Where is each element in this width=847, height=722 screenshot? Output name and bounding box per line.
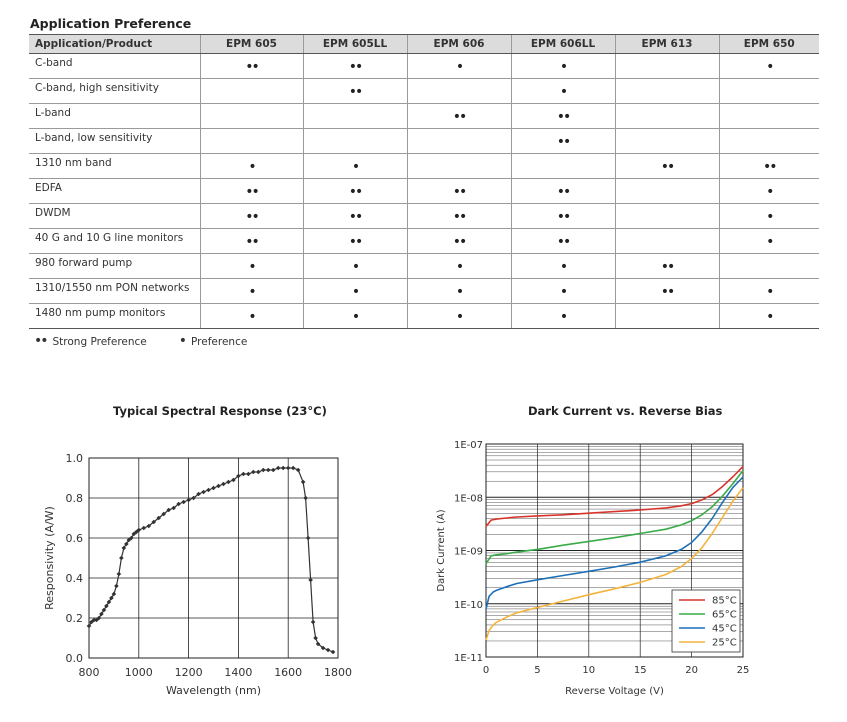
preference-dots: •• — [348, 84, 362, 100]
row-label: DWDM — [29, 204, 200, 229]
preference-dots: • — [248, 284, 255, 300]
preference-dots: •• — [348, 209, 362, 225]
preference-dots: • — [559, 84, 567, 100]
y-tick-label: 1.0 — [65, 452, 83, 465]
x-tick-label: 1200 — [174, 666, 203, 679]
preference-dots: • — [248, 309, 255, 325]
preference-dots: •• — [762, 159, 776, 175]
strong-preference-label: Strong Preference — [52, 336, 147, 348]
header-product: EPM 650 — [719, 35, 819, 54]
preference-dots: • — [766, 309, 773, 325]
preference-dots: • — [766, 59, 773, 75]
x-tick-label: 5 — [534, 665, 541, 676]
preference-dots: •• — [660, 284, 674, 300]
preference-dots: • — [455, 309, 463, 325]
preference-dots: • — [351, 159, 359, 175]
series-line — [486, 466, 743, 526]
y-tick-label: 1E-07 — [453, 440, 483, 451]
header-product: EPM 606 — [407, 35, 511, 54]
row-label: C-band, high sensitivity — [29, 79, 200, 104]
row-label: 1480 nm pump monitors — [29, 304, 200, 329]
header-product: EPM 605 — [200, 35, 303, 54]
preference-dots: •• — [245, 234, 258, 250]
x-tick-label: 1000 — [124, 666, 153, 679]
dark-current-chart-title: Dark Current vs. Reverse Bias — [528, 404, 723, 418]
preference-dots: •• — [556, 109, 570, 125]
y-tick-label: 0.2 — [65, 612, 83, 625]
header-product: EPM 613 — [615, 35, 719, 54]
y-axis-label: Responsivity (A/W) — [43, 506, 56, 610]
y-tick-label: 0.0 — [65, 652, 83, 665]
preference-dots: •• — [348, 184, 362, 200]
preference-symbol: • — [178, 333, 186, 349]
preference-dots: • — [248, 259, 255, 275]
y-tick-label: 1E-10 — [453, 599, 483, 611]
y-tick-label: 1E-09 — [453, 546, 483, 558]
legend-label: 25°C — [712, 637, 737, 649]
x-axis-label: Reverse Voltage (V) — [565, 686, 664, 697]
preference-dots: •• — [660, 159, 674, 175]
preference-dots: •• — [452, 209, 466, 225]
preference-dots: • — [766, 284, 773, 300]
row-label: L-band — [29, 104, 200, 129]
preference-dots: •• — [556, 134, 570, 150]
x-tick-label: 1600 — [274, 666, 303, 679]
preference-dots: • — [351, 259, 359, 275]
preference-dots: • — [455, 259, 463, 275]
preference-dots: • — [455, 59, 463, 75]
table-title: Application Preference — [30, 16, 192, 31]
x-tick-label: 1400 — [224, 666, 253, 679]
preference-dots: •• — [245, 184, 258, 200]
preference-dots: •• — [452, 234, 466, 250]
preference-dots: •• — [556, 234, 570, 250]
preference-dots: • — [766, 184, 773, 200]
x-tick-label: 15 — [633, 665, 647, 676]
preference-dots: •• — [348, 234, 362, 250]
y-tick-label: 1E-11 — [453, 653, 483, 664]
preference-dots: • — [559, 284, 567, 300]
header-product: EPM 606LL — [511, 35, 615, 54]
preference-dots: •• — [452, 184, 466, 200]
row-label: L-band, low sensitivity — [29, 129, 200, 154]
preference-dots: • — [559, 259, 567, 275]
legend-label: 85°C — [712, 595, 737, 607]
preference-dots: •• — [556, 184, 570, 200]
preference-dots: •• — [245, 59, 258, 75]
preference-dots: • — [351, 309, 359, 325]
x-tick-label: 25 — [736, 665, 750, 676]
preference-dots: •• — [660, 259, 674, 275]
preference-dots: • — [559, 59, 567, 75]
row-label: 40 G and 10 G line monitors — [29, 229, 200, 254]
preference-dots: • — [559, 309, 567, 325]
y-tick-label: 0.8 — [65, 492, 83, 505]
y-axis-label: Dark Current (A) — [436, 509, 447, 592]
x-tick-label: 0 — [482, 665, 490, 676]
row-label: C-band — [29, 54, 200, 79]
legend-label: 45°C — [712, 623, 737, 635]
row-label: 1310/1550 nm PON networks — [29, 279, 200, 304]
preference-dots: • — [766, 234, 773, 250]
row-label: 1310 nm band — [29, 154, 200, 179]
x-tick-label: 800 — [78, 666, 100, 679]
preference-dots: • — [248, 159, 255, 175]
preference-dots: • — [766, 209, 773, 225]
row-label: EDFA — [29, 179, 200, 204]
x-tick-label: 10 — [582, 665, 596, 676]
preference-dots: •• — [348, 59, 362, 75]
header-application-product: Application/Product — [29, 35, 200, 54]
legend-label: 65°C — [712, 609, 737, 621]
strong-preference-symbol: •• — [34, 333, 47, 349]
y-tick-label: 0.4 — [65, 572, 83, 585]
y-tick-label: 0.6 — [65, 532, 83, 545]
preference-label: Preference — [191, 336, 248, 348]
preference-dots: • — [455, 284, 463, 300]
row-label: 980 forward pump — [29, 254, 200, 279]
preference-dots: •• — [452, 109, 466, 125]
x-tick-label: 20 — [685, 665, 698, 676]
y-tick-label: 1E-08 — [453, 493, 483, 505]
preference-dots: • — [351, 284, 359, 300]
preference-dots: •• — [245, 209, 258, 225]
header-product: EPM 605LL — [303, 35, 407, 54]
x-axis-label: Wavelength (nm) — [165, 684, 262, 697]
spectral-chart-title: Typical Spectral Response (23°C) — [113, 404, 327, 418]
preference-dots: •• — [556, 209, 570, 225]
x-tick-label: 1800 — [324, 666, 352, 679]
